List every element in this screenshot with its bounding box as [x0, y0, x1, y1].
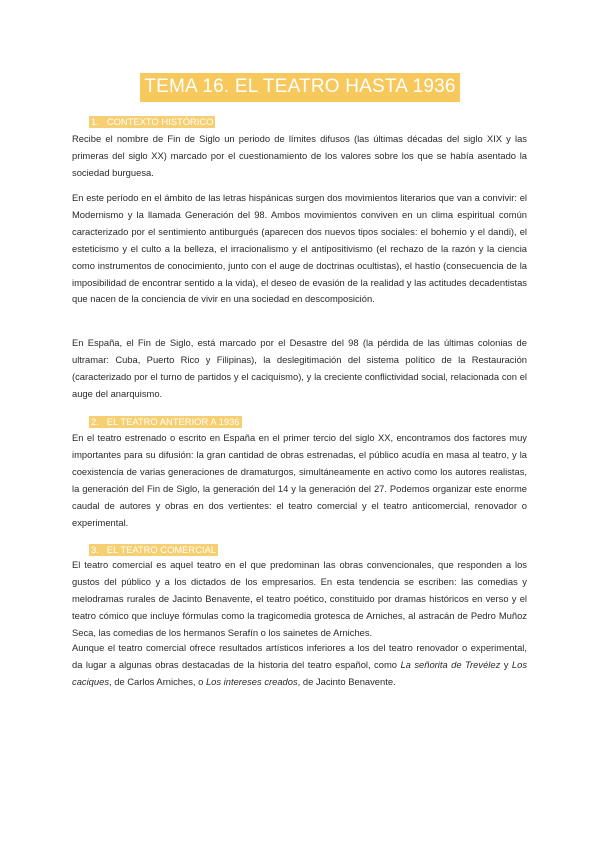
section-heading-3: [89, 544, 218, 556]
paragraph-6-text-a: Aunque el teatro comercial ofrece resultados artísticos inferiores a los del teatro renovador o experimental, da lugar a algunas obras destacadas de la historia del teatro español, como: [72, 642, 527, 670]
paragraph-1: Recibe el nombre de Fin de Siglo un periodo de límites difusos (las últimas décadas del siglo XIX y las primeras del siglo XX) marcado por el cuestionamiento de los valores sobre los que se había asentado la sociedad burguesa.: [72, 133, 527, 178]
work-title-intereses: Los intereses creados: [205, 675, 298, 687]
paragraph-3: En España, el Fin de Siglo, está marcado por el Desastre del 98 (la pérdida de las últimas colonias de ultramar: Cuba, Puerto Rico y Filipinas), la deslegitimación del sistema político de la Restauración (caracterizado por el turno de partidos y el caciquismo), y la creciente conflictividad social, relacionada con el auge del anarquismo.: [72, 337, 527, 399]
section-number: 2.: [91, 416, 99, 427]
section-number: 3.: [91, 544, 99, 555]
section-title: CONTEXTO HISTÓRICO: [106, 116, 214, 127]
work-title-senorita: La señorita de Trevélez: [400, 658, 501, 670]
title-wrapper: [0, 73, 600, 102]
paragraph-6-text-c: , de Carlos Arniches, o: [109, 675, 204, 687]
work-title-caciques: Los caciques: [72, 658, 528, 687]
paragraph-4: En el teatro estrenado o escrito en España en el primer tercio del siglo XX, encontramos dos factores muy importantes para su difusión: la gran cantidad de obras estrenadas, el público acudía en masa al teatro, y la coexistencia de varias generaciones de dramaturgos, simultáneamente en activo como los autores realistas, la generación del Fin de Siglo, la generación del 14 y la generación del 27. Podemos organizar este enorme caudal de autores y obras en dos vertientes: el teatro comercial y el teatro anticomercial, renovador o experimental.: [72, 432, 527, 528]
section-heading-1: [89, 116, 215, 128]
section-heading-2: [89, 416, 242, 428]
paragraph-2: En este período en el ámbito de las letras hispánicas surgen dos movimientos literarios que van a convivir: el Modernismo y la llamada Generación del 98. Ambos movimientos conviven en un clima espiritual común caracterizado por el sentimiento antiburgués (aparecen dos nuevos tipos sociales: el bohemio y el dandi), el esteticismo y el culto a la belleza, el irracionalismo y el antipositivismo (el rechazo de la razón y la ciencia como instrumentos de conocimiento, junto con el auge de doctrinas ocultistas), el hastío (consecuencia de la imposibilidad de encontrar sentido a la vida), el deseo de evasión de la realidad y las actitudes decadentistas que nacen de la conciencia de vivir en una sociedad en descomposición.: [72, 192, 527, 305]
paragraph-6: [72, 640, 527, 691]
paragraph-6-text-b: y: [503, 658, 509, 670]
paragraph-6-text-d: , de Jacinto Benavente.: [297, 675, 396, 687]
paragraph-5: El teatro comercial es aquel teatro en el que predominan las obras convencionales, que responden a los gustos del público y a los dictados de los empresarios. En esta tendencia se escriben: las comedias y melodramas rurales de Jacinto Benavente, el teatro poético, constituido por dramas históricos en verso y el teatro cómico que incluye fórmulas como la tragicomedia grotesca de Arniches, al astracán de Pedro Muñoz Seca, las comedias de los hermanos Serafín o los sainetes de Arniches.: [72, 559, 527, 638]
page-title: TEMA 16. EL TEATRO HASTA 1936: [140, 73, 459, 102]
section-title: EL TEATRO ANTERIOR A 1936: [106, 416, 240, 427]
section-title: EL TEATRO COMERCIAL: [106, 544, 217, 555]
section-number: 1.: [91, 116, 99, 127]
